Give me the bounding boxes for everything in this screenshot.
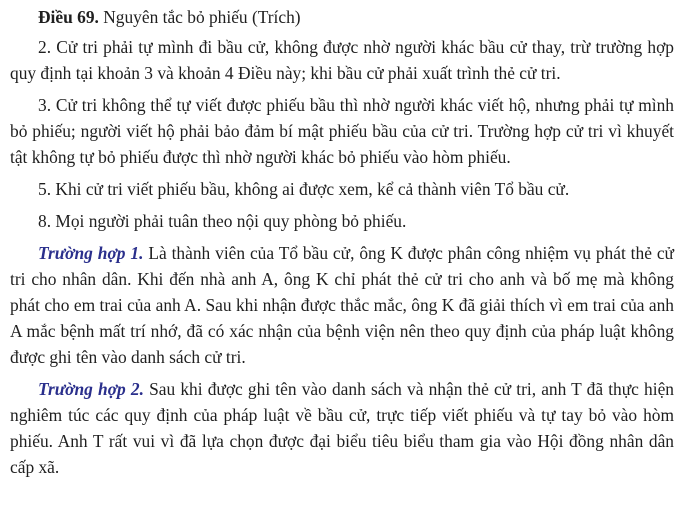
article-title: Nguyên tắc bỏ phiếu (Trích) xyxy=(98,7,301,27)
case-2-text: Sau khi được ghi tên vào danh sách và nhận thẻ cử tri, anh T đã thực hiện nghiêm túc các quy định của pháp luật về bầu cử, trực tiếp viết phiếu và tự tay bỏ vào hòm phiếu. Anh T rất vui vì đã lựa chọn được đại biểu tiêu biểu tham gia vào Hội đồng nhân dân cấp xã. xyxy=(10,379,674,477)
article-heading xyxy=(10,4,674,30)
clause-3: 3. Cử tri không thể tự viết được phiếu bầu thì nhờ người khác viết hộ, nhưng phải tự mình bỏ phiếu; người viết hộ phải bảo đảm bí mật phiếu bầu của cử tri. Trường hợp cử tri vì khuyết tật không tự bỏ phiếu được thì nhờ người khác bỏ phiếu vào hòm phiếu. xyxy=(10,95,674,167)
case-1-paragraph xyxy=(10,240,674,370)
case-1-label: Trường hợp 1. xyxy=(38,243,144,263)
case-2-label: Trường hợp 2. xyxy=(38,379,144,399)
clause-2: 2. Cử tri phải tự mình đi bầu cử, không được nhờ người khác bầu cử thay, trừ trường hợp quy định tại khoản 3 và khoản 4 Điều này; khi bầu cử phải xuất trình thẻ cử tri. xyxy=(10,37,674,83)
case-1-text: Là thành viên của Tổ bầu cử, ông K được phân công nhiệm vụ phát thẻ cử tri cho nhân dân. Khi đến nhà anh A, ông K chỉ phát thẻ cử tri cho anh và bố mẹ mà không phát cho em trai của anh A. Sau khi nhận được thắc mắc, ông K đã giải thích vì em trai của anh A mắc bệnh mất trí nhớ, đã có xác nhận của bệnh viện nên theo quy định của pháp luật không được ghi tên vào danh sách cử tri. xyxy=(10,243,674,367)
case-2-paragraph xyxy=(10,376,674,480)
document-page xyxy=(10,4,674,486)
clause-8: 8. Mọi người phải tuân theo nội quy phòng bỏ phiếu. xyxy=(38,211,407,231)
clause-5: 5. Khi cử tri viết phiếu bầu, không ai được xem, kể cả thành viên Tổ bầu cử. xyxy=(38,179,570,199)
article-label: Điều 69. xyxy=(38,7,99,27)
